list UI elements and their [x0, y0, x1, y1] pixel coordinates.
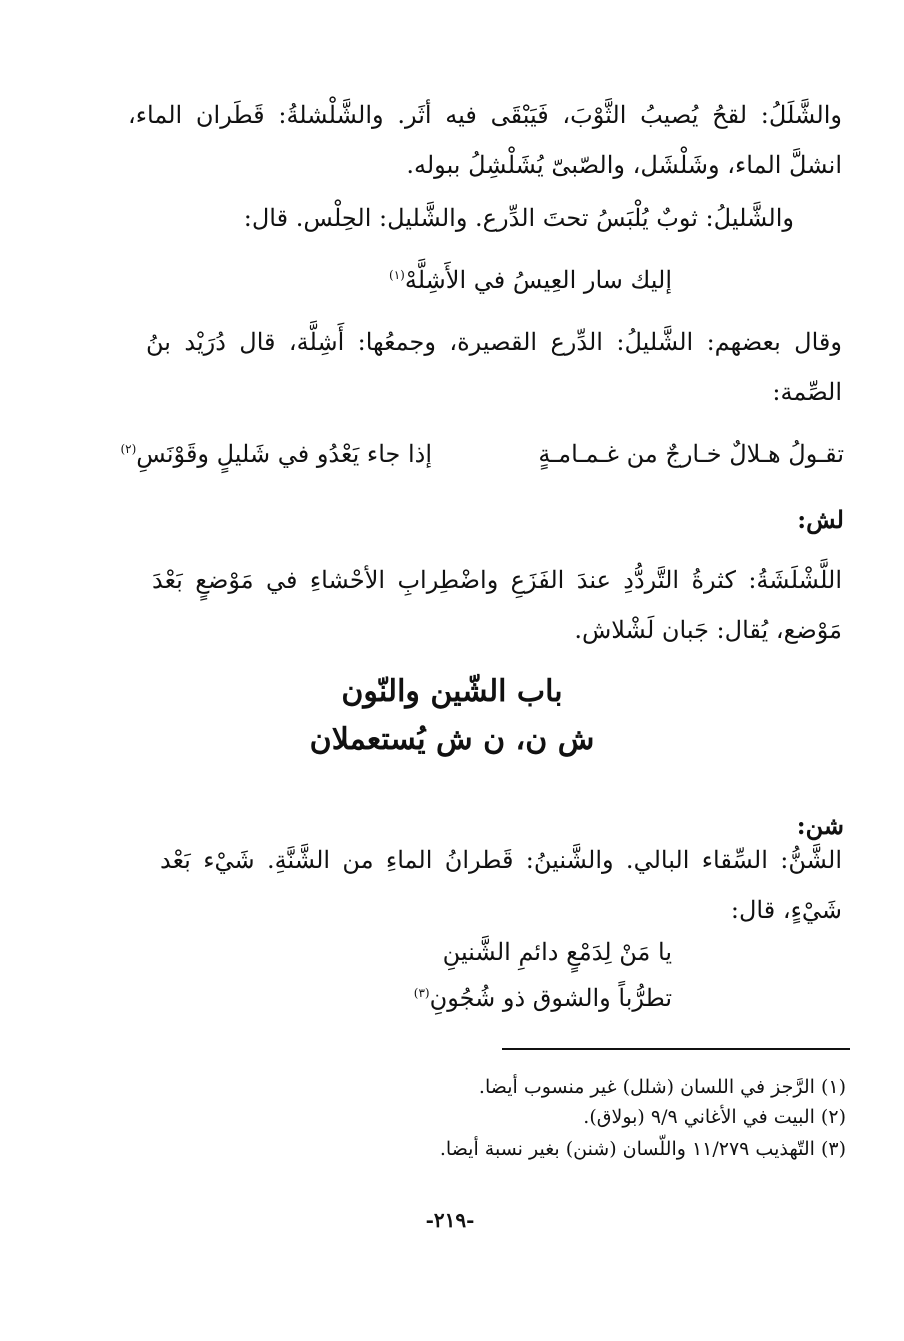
footnote: (١) الرَّجز في اللسان (شلل) غير منسوب أيضا. — [478, 1076, 846, 1098]
footnote: (٣) التّهذيب ١١/٢٧٩ واللّسان (شنن) بغير نسبة أيضا. — [439, 1138, 846, 1160]
paragraph-line: اللَّشْلَشَةُ: كثرةُ التَّردُّدِ عندَ الفَزَعِ واضْطِرابِ الأحْشاءِ في مَوْضعٍ بَعْدَ — [152, 566, 842, 594]
footnote-ref: (٢) — [120, 442, 137, 456]
verse-text: إذا جاء يَعْدُو في شَليلٍ وقَوْنَسِ — [136, 440, 432, 468]
paragraph-line: شَيْءٍ، قال: — [730, 896, 842, 924]
verse-text: تطرُّباً والشوق ذو شُجُونِ — [429, 984, 672, 1012]
footnote-divider — [502, 1048, 850, 1050]
page-number: -٢١٩- — [425, 1208, 475, 1232]
paragraph-line: الشَّنُّ: السِّقاء البالي. والشَّنينُ: قَطرانُ الماءِ من الشَّنَّةِ. شَيْء بَعْد — [160, 846, 842, 874]
paragraph-line: الصِّمة: — [772, 378, 842, 406]
verse-line: يا مَنْ لِدَمْعٍ دائمِ الشَّنينِ — [442, 938, 672, 966]
paragraph-line: والشَّلَلُ: لقحُ يُصيبُ الثَّوْبَ، فَيَبْقَى فيه أثَر. والشَّلْشلةُ: قَطَران الماء، — [128, 101, 842, 129]
verse-hemistich — [120, 440, 432, 469]
chapter-subtitle: ش ن، ن ش يُستعملان — [309, 722, 595, 757]
chapter-title: باب الشّين والنّون — [341, 674, 563, 709]
footnote: (٢) البيت في الأغاني ٩/٩ (بولاق). — [583, 1106, 846, 1128]
paragraph-line: وقال بعضهم: الشَّليلُ: الدِّرع القصيرة، وجمعُها: أَشِلَّة، قال دُرَيْد بنُ — [146, 328, 842, 356]
entry-heading: لش: — [797, 505, 844, 534]
verse-line — [389, 266, 672, 295]
entry-heading: شن: — [796, 811, 844, 840]
verse-text: إليك سار العِيسُ في الأَشِلَّهْ — [404, 266, 672, 294]
footnote-ref: (١) — [389, 268, 405, 282]
verse-line — [414, 984, 672, 1013]
verse-hemistich: تقـولُ هـلالٌ خـارجٌ من غـمـامـةٍ — [538, 440, 844, 468]
paragraph-line: والشَّليلُ: ثوبٌ يُلْبَسُ تحتَ الدِّرع. والشَّليل: الحِلْس. قال: — [243, 204, 794, 232]
paragraph-line: مَوْضع، يُقال: جَبان لَشْلاش. — [574, 616, 842, 644]
paragraph-line: انشلَّ الماء، وشَلْشَل، والصّبىّ يُشَلْشِلُ ببوله. — [406, 151, 842, 179]
footnote-ref: (٣) — [413, 986, 430, 1000]
